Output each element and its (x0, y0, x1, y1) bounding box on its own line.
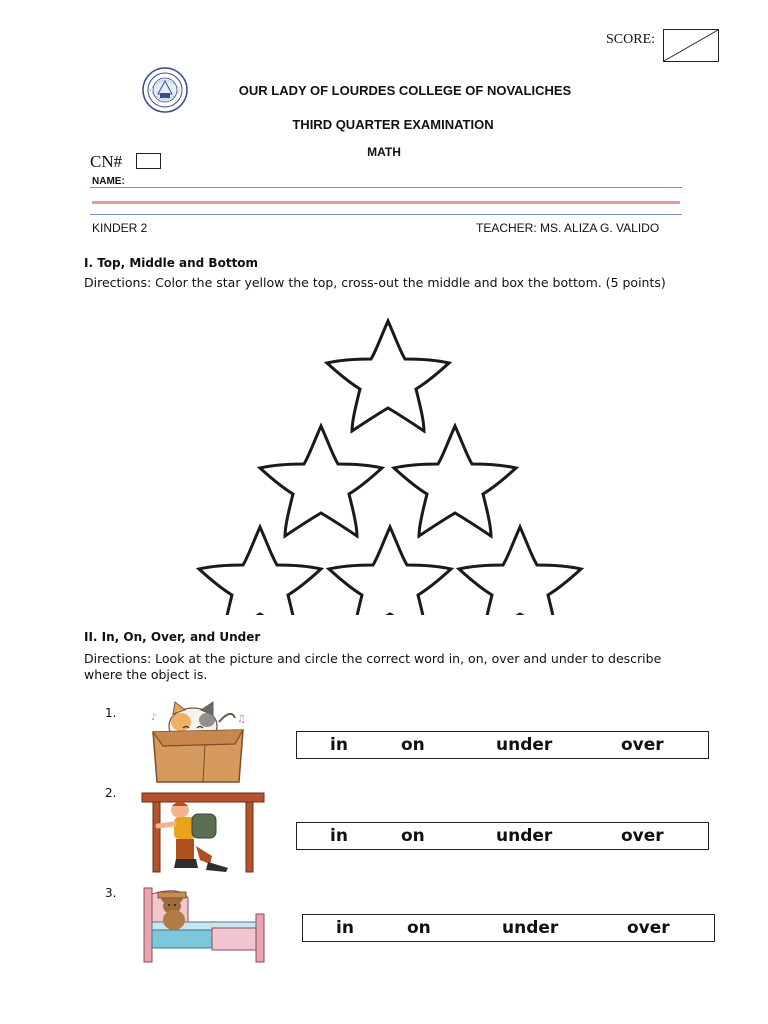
star-top[interactable] (327, 321, 449, 431)
subject-title: MATH (367, 145, 401, 159)
star-bottom-middle[interactable] (329, 527, 451, 615)
score-slash (663, 29, 719, 62)
word-under[interactable]: under (496, 826, 553, 846)
teacher-name: TEACHER: MS. ALIZA G. VALIDO (476, 221, 660, 235)
star-bottom-right[interactable] (459, 527, 581, 615)
answer-box (302, 914, 715, 942)
word-in[interactable]: in (330, 735, 348, 755)
word-in[interactable]: in (336, 918, 354, 938)
word-under[interactable]: under (502, 918, 559, 938)
child-under-table-picture (140, 790, 266, 874)
cn-input-box[interactable] (136, 153, 161, 169)
svg-text:♫: ♫ (237, 714, 246, 725)
name-label: NAME: (92, 176, 125, 187)
answer-box (296, 731, 709, 759)
name-line-middle (92, 201, 680, 204)
name-line-bottom (90, 214, 682, 215)
cn-label: CN# (90, 152, 123, 171)
exam-title: THIRD QUARTER EXAMINATION (292, 117, 494, 132)
section1-directions: Directions: Color the star yellow the top, cross-out the middle and box the bottom. (5 points) (84, 275, 666, 290)
star-bottom-left[interactable] (199, 527, 321, 615)
grade-level: KINDER 2 (92, 221, 148, 235)
star-pyramid (190, 315, 590, 615)
cat-in-box-picture (143, 700, 253, 784)
answer-box (296, 822, 709, 850)
teddy-on-bed-picture (140, 884, 268, 966)
word-on[interactable]: on (401, 735, 425, 755)
score-box[interactable] (663, 29, 719, 62)
section1-title: I. Top, Middle and Bottom (84, 256, 259, 270)
section2-directions: Directions: Look at the picture and circle the correct word in, on, over and under to describe where the object is. (84, 651, 662, 682)
name-line-top[interactable] (90, 187, 682, 188)
word-over[interactable]: over (627, 918, 670, 938)
item-number: 3. (105, 886, 117, 900)
item-number: 1. (105, 706, 117, 720)
item-number: 2. (105, 786, 117, 800)
word-over[interactable]: over (621, 735, 664, 755)
word-in[interactable]: in (330, 826, 348, 846)
school-name: OUR LADY OF LOURDES COLLEGE OF NOVALICHES (238, 83, 572, 98)
score-label: SCORE: (606, 32, 656, 47)
star-middle-left[interactable] (260, 426, 382, 536)
word-under[interactable]: under (496, 735, 553, 755)
word-on[interactable]: on (401, 826, 425, 846)
svg-text:♪: ♪ (151, 713, 157, 723)
star-middle-right[interactable] (394, 426, 516, 536)
word-on[interactable]: on (407, 918, 431, 938)
word-over[interactable]: over (621, 826, 664, 846)
section2-title: II. In, On, Over, and Under (84, 630, 261, 644)
